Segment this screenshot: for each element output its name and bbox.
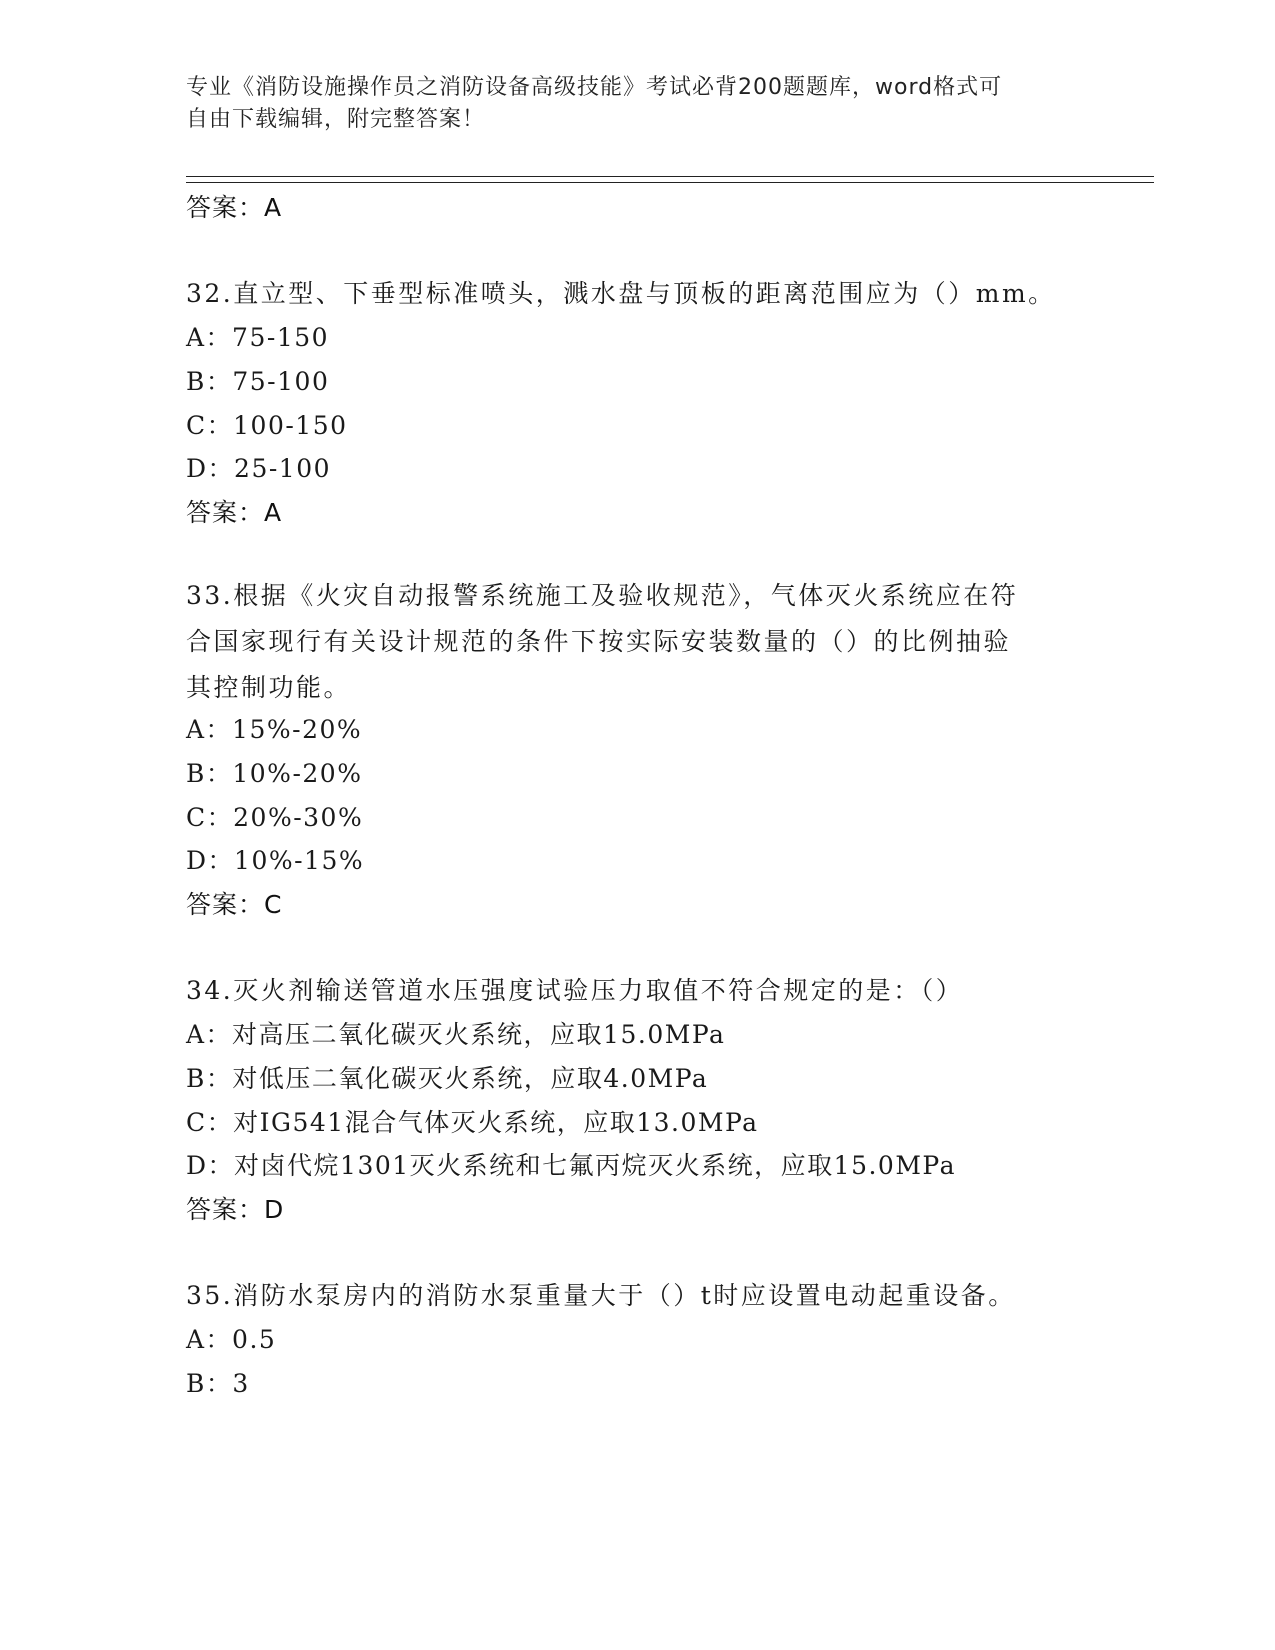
question-32-option-b: B：75-100: [186, 367, 330, 396]
question-34-answer: 答案：D: [186, 1195, 285, 1224]
question-33-stem-line-2: 合国家现行有关设计规范的条件下按实际安装数量的（）的比例抽验: [186, 627, 1012, 656]
question-34-option-a: A：对高压二氧化碳灭火系统，应取15.0MPa: [186, 1020, 726, 1049]
question-32-option-d: D：25-100: [186, 454, 332, 483]
question-33-stem-line-3: 其控制功能。: [186, 673, 352, 702]
header-line-2: 自由下载编辑，附完整答案！: [186, 107, 486, 132]
question-33-answer: 答案：C: [186, 890, 283, 919]
question-32-stem: 32.直立型、下垂型标准喷头，溅水盘与顶板的距离范围应为（）mm。: [186, 279, 1056, 308]
question-35-option-b: B：3: [186, 1369, 250, 1398]
header-rule-top: [186, 176, 1154, 177]
question-34-stem: 34.灭火剂输送管道水压强度试验压力取值不符合规定的是：（）: [186, 976, 964, 1005]
question-32-option-c: C：100-150: [186, 411, 348, 440]
question-35-option-a: A：0.5: [186, 1325, 277, 1354]
question-33-option-d: D：10%-15%: [186, 846, 365, 875]
question-34-option-d: D：对卤代烷1301灭火系统和七氟丙烷灭火系统，应取15.0MPa: [186, 1151, 957, 1180]
question-33-option-c: C：20%-30%: [186, 803, 364, 832]
question-35-stem: 35.消防水泵房内的消防水泵重量大于（）t时应设置电动起重设备。: [186, 1281, 1016, 1310]
question-33-stem-line-1: 33.根据《火灾自动报警系统施工及验收规范》，气体灭火系统应在符: [186, 581, 1019, 610]
header-rule-bottom: [186, 182, 1154, 183]
question-32-answer: 答案：A: [186, 498, 283, 527]
header-line-1: 专业《消防设施操作员之消防设备高级技能》考试必背200题题库，word格式可: [186, 75, 1003, 100]
document-header: [186, 72, 1086, 136]
question-32-option-a: A：75-150: [186, 323, 330, 352]
question-34-option-c: C：对IG541混合气体灭火系统，应取13.0MPa: [186, 1108, 759, 1137]
question-33-option-b: B：10%-20%: [186, 759, 363, 788]
question-34-option-b: B：对低压二氧化碳灭火系统，应取4.0MPa: [186, 1064, 709, 1093]
question-33-stem: [186, 573, 1086, 711]
question-33-option-a: A：15%-20%: [186, 715, 363, 744]
answer-previous: 答案：A: [186, 193, 283, 222]
